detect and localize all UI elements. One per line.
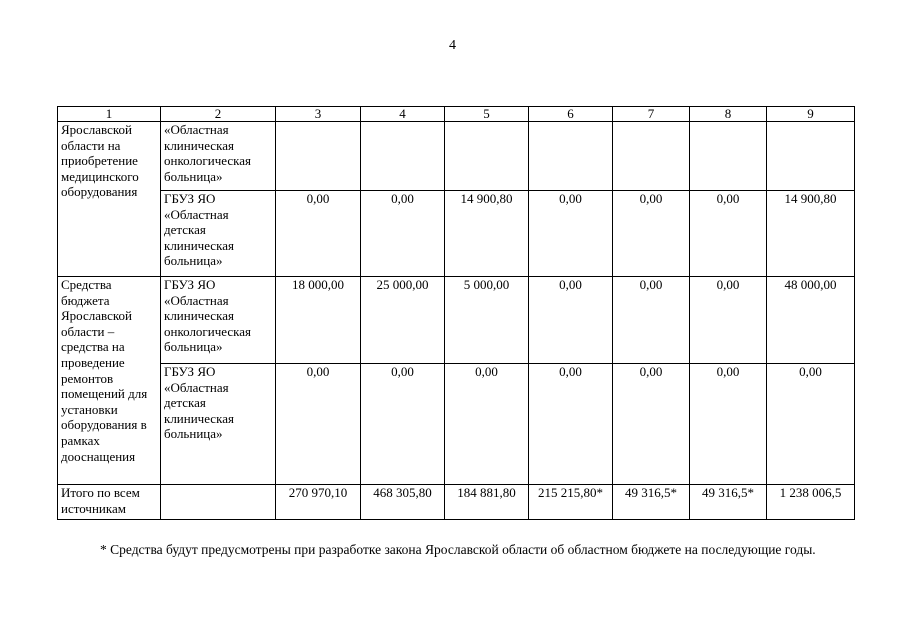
value-cell: [767, 122, 855, 191]
value-cell: 0,00: [276, 191, 361, 277]
value-cell: 14 900,80: [445, 191, 529, 277]
funding-source-cell: Ярославской области на приобретение медицинского оборудования: [58, 122, 161, 277]
value-cell: [613, 122, 690, 191]
table-row: [58, 122, 855, 191]
value-cell: 0,00: [445, 364, 529, 485]
value-cell: 0,00: [613, 191, 690, 277]
value-cell: 0,00: [361, 191, 445, 277]
value-cell: 0,00: [613, 277, 690, 364]
value-cell: 0,00: [690, 191, 767, 277]
value-cell: 18 000,00: [276, 277, 361, 364]
value-cell: [690, 122, 767, 191]
total-value-cell: 184 881,80: [445, 485, 529, 520]
total-value-cell: 270 970,10: [276, 485, 361, 520]
column-header: 5: [445, 107, 529, 122]
column-header: 7: [613, 107, 690, 122]
total-label: Итого по всем источникам: [58, 485, 161, 520]
value-cell: 5 000,00: [445, 277, 529, 364]
funding-source-cell: Средства бюджета Ярославской области – средства на проведение ремонтов помещений для установки оборудования в рамках дооснащения: [58, 277, 161, 485]
total-row: [58, 485, 855, 520]
table-row: [58, 277, 855, 364]
column-header: 2: [161, 107, 276, 122]
institution-cell: ГБУЗ ЯО «Областная детская клиническая больница»: [161, 191, 276, 277]
column-header: 4: [361, 107, 445, 122]
table-row: [58, 191, 855, 277]
value-cell: 0,00: [529, 364, 613, 485]
value-cell: [445, 122, 529, 191]
budget-table: [57, 106, 855, 520]
column-header: 3: [276, 107, 361, 122]
value-cell: 0,00: [613, 364, 690, 485]
value-cell: [361, 122, 445, 191]
value-cell: [276, 122, 361, 191]
value-cell: 0,00: [361, 364, 445, 485]
column-header: 8: [690, 107, 767, 122]
value-cell: 0,00: [767, 364, 855, 485]
institution-cell: ГБУЗ ЯО «Областная детская клиническая больница»: [161, 364, 276, 485]
value-cell: 0,00: [690, 277, 767, 364]
table-header-row: [58, 107, 855, 122]
value-cell: [529, 122, 613, 191]
total-value-cell: 49 316,5*: [613, 485, 690, 520]
total-value-cell: 468 305,80: [361, 485, 445, 520]
column-header: 9: [767, 107, 855, 122]
footnote: * Средства будут предусмотрены при разработке закона Ярославской области об областном бюджете на последующие годы.: [100, 542, 816, 557]
column-header: 6: [529, 107, 613, 122]
table-row: [58, 364, 855, 485]
value-cell: 25 000,00: [361, 277, 445, 364]
institution-cell: ГБУЗ ЯО «Областная клиническая онкологическая больница»: [161, 277, 276, 364]
value-cell: 0,00: [690, 364, 767, 485]
column-header: 1: [58, 107, 161, 122]
institution-cell: «Областная клиническая онкологическая больница»: [161, 122, 276, 191]
institution-cell: [161, 485, 276, 520]
total-value-cell: 215 215,80*: [529, 485, 613, 520]
value-cell: 0,00: [276, 364, 361, 485]
value-cell: 0,00: [529, 277, 613, 364]
value-cell: 48 000,00: [767, 277, 855, 364]
total-value-cell: 49 316,5*: [690, 485, 767, 520]
total-value-cell: 1 238 006,5: [767, 485, 855, 520]
page-number: 4: [449, 38, 456, 53]
value-cell: 0,00: [529, 191, 613, 277]
value-cell: 14 900,80: [767, 191, 855, 277]
